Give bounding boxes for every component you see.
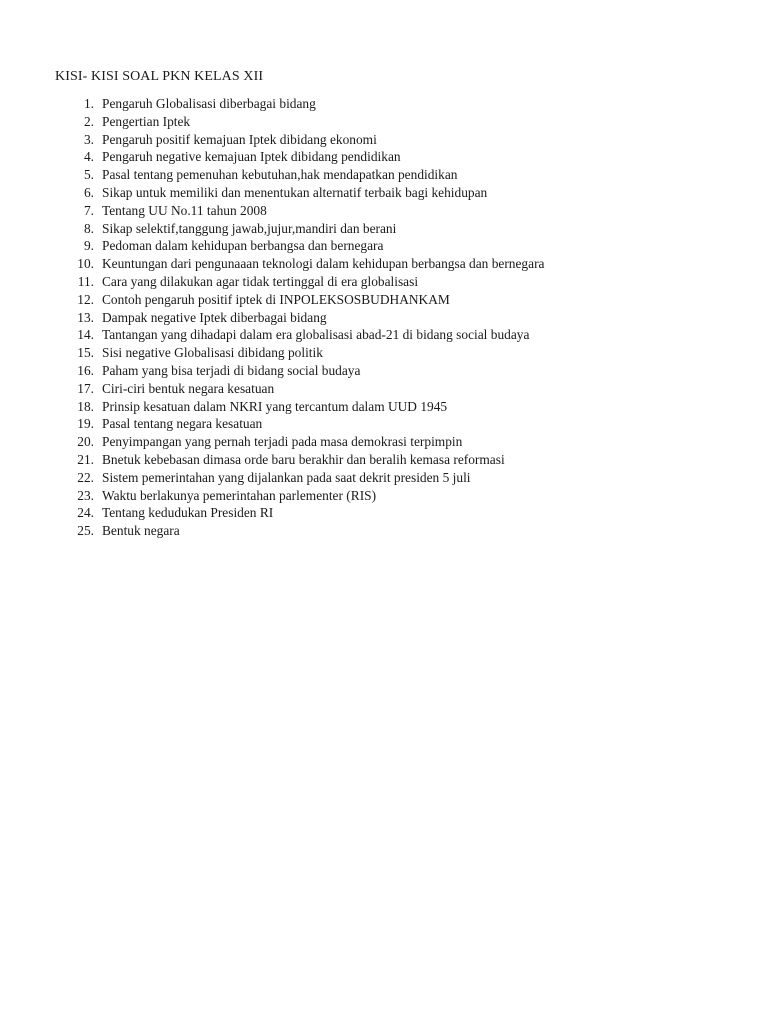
list-item-text: Prinsip kesatuan dalam NKRI yang tercantum dalam UUD 1945: [102, 398, 448, 414]
list-item-number: 4.: [83, 149, 94, 165]
list-item-number: 22.: [77, 469, 94, 485]
list-item: [0, 255, 768, 273]
list-item: [0, 202, 768, 220]
list-item: [0, 487, 768, 505]
list-item: [0, 148, 768, 166]
list-item-number: 20.: [77, 434, 94, 450]
list-item-number: 5.: [83, 167, 94, 183]
list-item-text: Penyimpangan yang pernah terjadi pada masa demokrasi terpimpin: [102, 434, 463, 450]
list-item: [0, 184, 768, 202]
list-item: [0, 362, 768, 380]
list-item: [0, 95, 768, 113]
list-item-text: Paham yang bisa terjadi di bidang social budaya: [102, 362, 361, 378]
list-item-number: 7.: [83, 202, 94, 218]
list-item-text: Pasal tentang pemenuhan kebutuhan,hak mendapatkan pendidikan: [102, 167, 458, 183]
list-item-number: 2.: [83, 113, 94, 129]
list-item: [0, 398, 768, 416]
list-item-text: Waktu berlakunya pemerintahan parlementer (RIS): [102, 487, 377, 503]
list-item-number: 1.: [83, 96, 94, 111]
list-item-number: 18.: [77, 398, 94, 414]
list-item: [0, 113, 768, 131]
list-item-number: 13.: [77, 309, 94, 325]
document-title: KISI- KISI SOAL PKN KELAS XII: [55, 69, 264, 84]
list-item: [0, 220, 768, 238]
list-item-number: 23.: [77, 487, 94, 503]
list-item-text: Pedoman dalam kehidupan berbangsa dan bernegara: [102, 238, 384, 254]
list-item: [0, 291, 768, 309]
list-item: [0, 131, 768, 149]
list-item-text: Pengaruh Globalisasi diberbagai bidang: [102, 96, 316, 111]
list-item: [0, 433, 768, 451]
list-item: [0, 504, 768, 522]
list-item-number: 21.: [77, 451, 94, 467]
list-item-text: Tantangan yang dihadapi dalam era globalisasi abad-21 di bidang social budaya: [102, 327, 530, 343]
list-item: [0, 166, 768, 184]
list-item: [0, 522, 768, 540]
list-item-text: Dampak negative Iptek diberbagai bidang: [102, 309, 327, 325]
list-item-text: Pengaruh negative kemajuan Iptek dibidang pendidikan: [102, 149, 401, 165]
list-item-number: 25.: [77, 523, 94, 539]
list-item: [0, 237, 768, 255]
list-item-number: 12.: [77, 291, 94, 307]
list-item-text: Pengaruh positif kemajuan Iptek dibidang ekonomi: [102, 131, 377, 147]
list-item: [0, 469, 768, 487]
list-item: [0, 380, 768, 398]
list-item-number: 8.: [83, 220, 94, 236]
list-item-text: Cara yang dilakukan agar tidak tertinggal di era globalisasi: [102, 273, 419, 289]
list-item-number: 10.: [77, 256, 94, 272]
list-item-text: Tentang UU No.11 tahun 2008: [102, 202, 267, 218]
list-item-text: Tentang kedudukan Presiden RI: [102, 505, 274, 521]
list-item-number: 24.: [77, 505, 94, 521]
list-item-number: 15.: [77, 345, 94, 361]
list-item-number: 19.: [77, 416, 94, 432]
list-item: [0, 451, 768, 469]
list-item-text: Sistem pemerintahan yang dijalankan pada saat dekrit presiden 5 juli: [102, 469, 471, 485]
list-item-text: Bentuk negara: [102, 523, 180, 539]
list-item-text: Pengertian Iptek: [102, 113, 191, 129]
list-item: [0, 326, 768, 344]
list-item-text: Sikap selektif,tanggung jawab,jujur,mandiri dan berani: [102, 220, 397, 236]
list-item-text: Bnetuk kebebasan dimasa orde baru berakhir dan beralih kemasa reformasi: [102, 451, 505, 467]
list-item: [0, 415, 768, 433]
list-item: [0, 344, 768, 362]
list-item-number: 17.: [77, 380, 94, 396]
list-item: [0, 309, 768, 327]
list-item-text: Ciri-ciri bentuk negara kesatuan: [102, 380, 275, 396]
list-item-text: Sisi negative Globalisasi dibidang politik: [102, 345, 323, 361]
list-item-text: Pasal tentang negara kesatuan: [102, 416, 263, 432]
list-item-number: 14.: [77, 327, 94, 343]
list-item-text: Contoh pengaruh positif iptek di INPOLEKSOSBUDHANKAM: [102, 291, 450, 307]
list-item-number: 9.: [83, 238, 94, 254]
list-item-text: Keuntungan dari pengunaaan teknologi dalam kehidupan berbangsa dan bernegara: [102, 256, 545, 272]
question-list: [0, 95, 768, 540]
list-item-number: 6.: [83, 184, 94, 200]
list-item-number: 3.: [83, 131, 94, 147]
list-item-number: 11.: [77, 273, 94, 289]
list-item: [0, 273, 768, 291]
list-item-number: 16.: [77, 362, 94, 378]
list-item-text: Sikap untuk memiliki dan menentukan alternatif terbaik bagi kehidupan: [102, 184, 488, 200]
